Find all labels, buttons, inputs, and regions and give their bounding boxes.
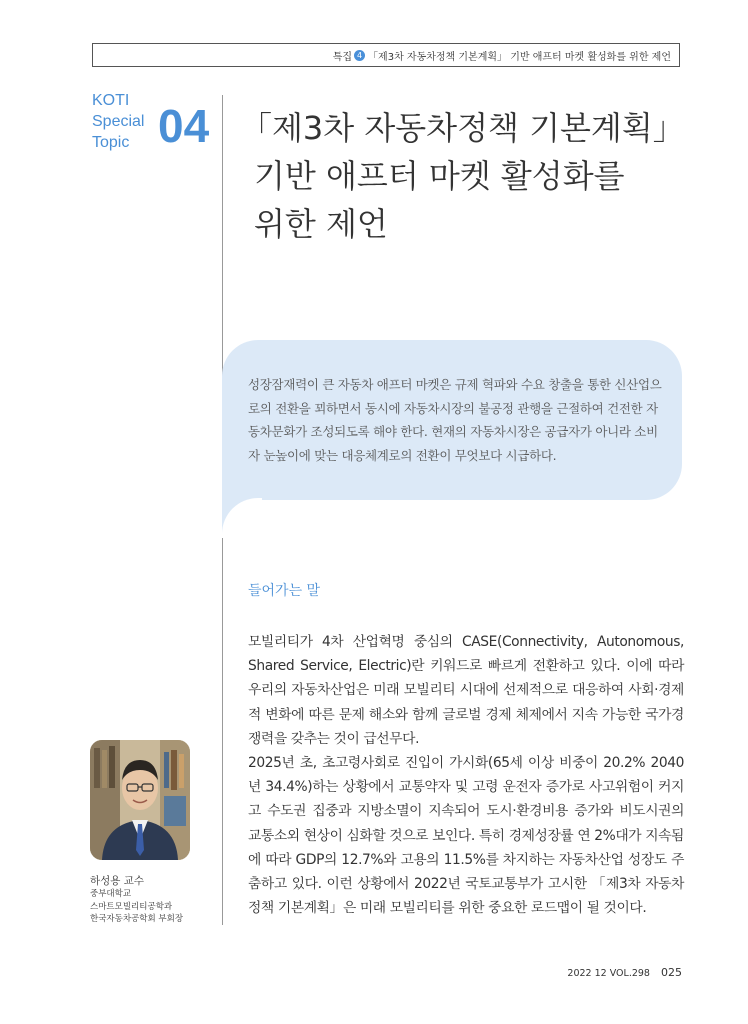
issue-info: 2022 12 VOL.298 bbox=[567, 968, 650, 979]
author-info bbox=[90, 874, 220, 926]
author-affiliation-2: 스마트모빌리티공학과 bbox=[90, 901, 173, 912]
header-prefix: 특집 bbox=[332, 51, 353, 63]
section-heading: 들어가는 말 bbox=[248, 583, 321, 599]
author-name: 하성용 교수 bbox=[90, 875, 145, 887]
topic-label bbox=[92, 90, 144, 153]
title-line-1: 「제3차 자동차정책 기본계획」 bbox=[240, 109, 685, 147]
summary-text: 성장잠재력이 큰 자동차 애프터 마켓은 규제 혁파와 수요 창출을 통한 신산업으로의 전환을 꾀하면서 동시에 자동차시장의 불공정 관행을 근절하여 건전한 자동차문화가 조성되도록 해야 한다. 현재의 자동차시장은 공급자가 아니라 소비자 눈높이에 맞는 대응체계로의 전환이 무엇보다 시급하다. bbox=[248, 377, 662, 463]
body-text bbox=[248, 630, 684, 920]
header-title: 「제3차 자동차정책 기본계획」 기반 애프터 마켓 활성화를 위한 제언 bbox=[368, 51, 671, 63]
title-line-3: 위한 제언 bbox=[254, 205, 388, 243]
page-footer bbox=[567, 966, 682, 979]
author-portrait-image bbox=[90, 740, 190, 860]
author-photo bbox=[90, 740, 190, 860]
header-number-badge: 4 bbox=[354, 50, 365, 61]
article-title bbox=[240, 104, 685, 248]
body-paragraph-2: 2025년 초, 초고령사회로 진입이 가시화(65세 이상 비중이 20.2% 2040년 34.4%)하는 상황에서 교통약자 및 고령 운전자 증가로 사고위험이 커지고 수도권 집중과 지방소멸이 지속되어 도시·환경비용 증가와 비도시권의 교통소외 현상이 심화할 것으로 보인다. 특히 경제성장률 연 2%대가 지속됨에 따라 GDP의 12.7%와 고용의 11.5%를 차지하는 자동차산업 성장도 주춤하고 있다. 이런 상황에서 2022년 국토교통부가 고시한 「제3차 자동차정책 기본계획」은 미래 모빌리티를 위한 중요한 로드맵이 될 것이다. bbox=[248, 755, 684, 917]
running-header bbox=[92, 43, 680, 67]
topic-number: 04 bbox=[158, 100, 210, 152]
topic-line-koti: KOTI bbox=[92, 92, 130, 109]
title-line-2: 기반 애프터 마켓 활성화를 bbox=[254, 157, 625, 195]
author-affiliation-3: 한국자동차공학회 부회장 bbox=[90, 914, 184, 924]
body-paragraph-1: 모빌리티가 4차 산업혁명 중심의 CASE(Connectivity, Autonomous, Shared Service, Electric)란 키워드로 빠르게 전환하고 있다. 이에 따라 우리의 자동차산업은 미래 모빌리티 시대에 선제적으로 대응하여 사회·경제적 변화에 따른 문제 해소와 함께 글로벌 경제 체제에서 지속 가능한 국가경쟁력을 갖추는 것이 급선무다. bbox=[248, 634, 684, 747]
topic-line-special: Special bbox=[92, 113, 145, 130]
page-number: 025 bbox=[661, 966, 682, 979]
topic-line-topic: Topic bbox=[92, 134, 130, 151]
author-affiliation-1: 중부대학교 bbox=[90, 889, 132, 899]
